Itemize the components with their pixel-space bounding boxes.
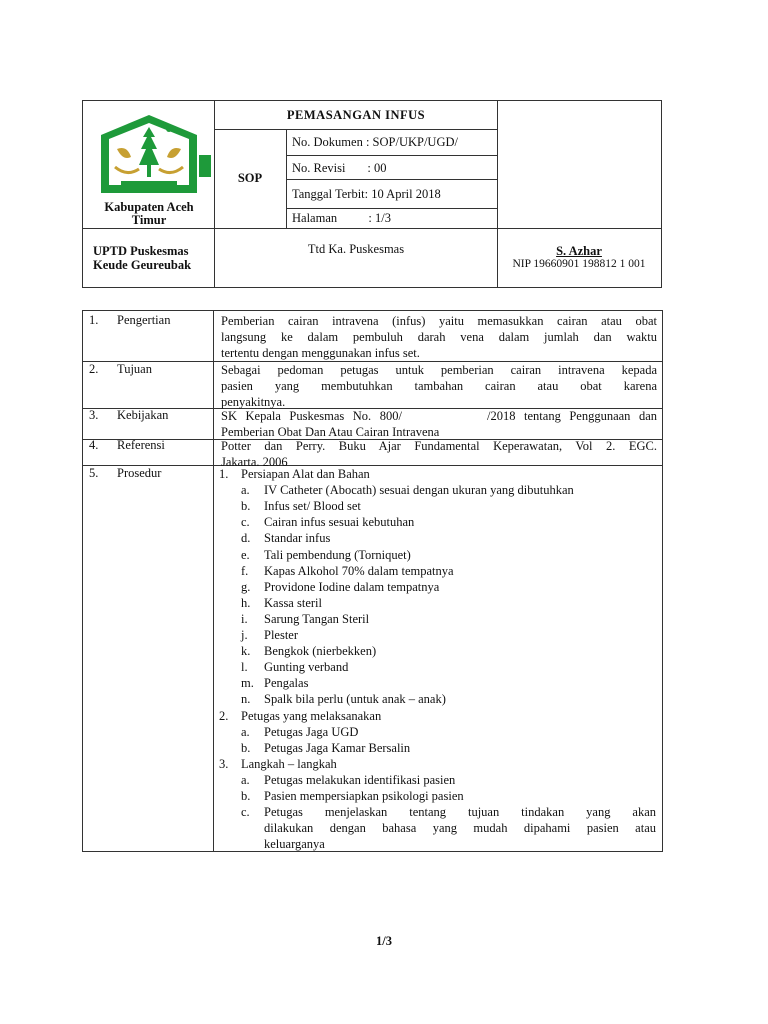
row-label: Prosedur	[117, 466, 162, 480]
list-item: Petugas Jaga UGD	[264, 724, 359, 739]
list-item-marker: l.	[241, 660, 248, 675]
sop-cell	[214, 129, 287, 229]
list-item: Tali pembendung (Torniquet)	[264, 547, 411, 562]
list-item: Sarung Tangan Steril	[264, 611, 370, 626]
doc-number-cell	[286, 129, 498, 156]
list-item: Pasien mempersiapkan psikologi pasien	[264, 789, 464, 803]
list-item-marker: i.	[241, 611, 248, 626]
revision-cell	[286, 155, 498, 180]
list-item: Pengalas	[264, 676, 309, 691]
empty-cell	[497, 101, 661, 229]
issue-date: Tanggal Terbit: 10 April 2018	[292, 187, 441, 201]
row-label: Tujuan	[117, 362, 152, 376]
title-cell	[214, 101, 498, 130]
list-item-marker: f.	[241, 563, 249, 578]
doc-number: No. Dokumen : SOP/UKP/UGD/	[292, 135, 458, 149]
list-item-continuation: keluarganya	[264, 837, 325, 852]
signature-label: Ttd Ka. Puskesmas	[307, 242, 405, 256]
list-item-marker: a.	[241, 772, 250, 787]
section-title: Petugas yang melaksanakan	[241, 708, 382, 723]
unit-name-line2: Keude Geureubak	[93, 258, 192, 272]
section-number: 1.	[219, 467, 229, 481]
region-name-line2: Timur	[131, 213, 167, 227]
list-item: Kapas Alkohol 70% dalam tempatnya	[264, 563, 454, 578]
list-item-marker: d.	[241, 531, 251, 546]
list-item-marker: n.	[241, 692, 251, 707]
list-item: Cairan infus sesuai kebutuhan	[264, 515, 415, 530]
unit-cell	[83, 228, 215, 287]
table-row: 5. Prosedur 1. Persiapan Alat dan Bahan a. IV Catheter (Abocath) sesuai dengan ukuran yang dibutuhkan b. Infus set/ Blood set c. Cairan infus sesuai kebutuhan d. Standar infus e. Tali pembendung (Torniquet) f. Kapas Alkohol 70% dalam tempatnya g. Providone Iodine dalam tempatnya h. Kassa steril i. Sarung Tangan Steril j. Plester k. Bengkok (nierbekken) l. Gunting verband m. Pengalas n. Spalk bila perlu (untuk anak – anak) 2. Petugas yang melaksanakan a. Petugas Jaga UGD b. Petugas Jaga Kamar Bersalin 3. Langkah – langkah a. Petugas melakukan identifikasi pasien b. Pasien mempersiapkan psikologi pasien c. Petugas menjelaskan tentang tujuan tindakan yang akan dilakukan dengan bahasa yang mudah dipahami pasien atau keluarganya	[89, 466, 656, 852]
list-item-marker: m.	[241, 676, 254, 691]
section-number: 3.	[219, 756, 229, 771]
list-item: Petugas melakukan identifikasi pasien	[264, 772, 456, 787]
logo-cell	[83, 101, 215, 229]
procedure-table	[82, 310, 663, 852]
row-text-line: penyakitnya.	[221, 395, 286, 409]
row-text-line: Potter dan Perry. Buku Ajar Fundamental Keperawatan, Vol 2. EGC.	[221, 439, 657, 453]
signer-nip: NIP 19660901 198812 1 001	[512, 258, 646, 270]
list-item-marker: k.	[241, 644, 251, 659]
revision-number: No. Revisi : 00	[292, 161, 387, 175]
sop-label: SOP	[237, 171, 263, 185]
row-text-line: langsung ke dalam pembuluh darah vena dalam jumlah dan waktu	[221, 330, 657, 344]
row-text-line: tertentu dengan menggunakan infus set.	[221, 346, 420, 360]
signer-name: S. Azhar	[556, 244, 602, 258]
date-cell	[286, 179, 498, 209]
document-title: PEMASANGAN INFUS	[286, 108, 426, 122]
list-item: Providone Iodine dalam tempatnya	[264, 579, 440, 594]
list-item: Bengkok (nierbekken)	[264, 644, 377, 659]
list-item-marker: a.	[241, 724, 250, 739]
table-row: 3. Kebijakan SK Kepala Puskesmas No. 800/ /2018 tentang Penggunaan dan Pemberian Obat Dan Atau Cairan Intravena	[83, 409, 662, 440]
section-number: 2.	[219, 708, 229, 723]
list-item-marker: e.	[241, 547, 250, 562]
signer-cell	[497, 228, 661, 287]
row-label: Pengertian	[117, 313, 171, 327]
table-row: 2. Tujuan Sebagai pedoman petugas untuk pemberian cairan intravena kepada pasien yang membutuhkan tambahan cairan atau obat karena penyakitnya.	[83, 362, 662, 409]
list-item: Infus set/ Blood set	[264, 499, 361, 514]
list-item: Standar infus	[264, 531, 331, 546]
row-text-line: SK Kepala Puskesmas No. 800/ /2018 tentang Penggunaan dan	[221, 409, 657, 423]
list-item-marker: b.	[241, 499, 251, 514]
row-text-line: pasien yang membutuhkan tambahan cairan atau obat karena	[221, 379, 657, 393]
aceh-timur-logo-icon	[87, 105, 211, 205]
section-title: Langkah – langkah	[241, 756, 337, 771]
row-label: Kebijakan	[117, 408, 169, 422]
table-row: 1. Pengertian Pemberian cairan intravena (infus) yaitu memasukkan cairan atau obat langsung ke dalam pembuluh darah vena dalam jumlah dan waktu tertentu dengan menggunakan infus set.	[83, 311, 662, 362]
list-item: IV Catheter (Abocath) sesuai dengan ukuran yang dibutuhkan	[264, 483, 574, 498]
list-item-marker: c.	[241, 805, 250, 820]
list-item: Kassa steril	[264, 595, 322, 610]
page-cell	[286, 208, 498, 229]
page-info: Halaman : 1/3	[292, 211, 391, 225]
list-item-marker: b.	[241, 789, 251, 803]
header-table	[82, 100, 662, 288]
list-item-marker: h.	[241, 595, 251, 610]
region-name-line1: Kabupaten Aceh	[104, 200, 194, 214]
list-item-continuation: dilakukan dengan bahasa yang mudah dipahami pasien atau	[264, 821, 656, 836]
list-item: Spalk bila perlu (untuk anak – anak)	[264, 692, 446, 707]
list-item: Plester	[264, 628, 299, 642]
row-label: Referensi	[117, 438, 165, 452]
list-item-marker: j.	[241, 628, 248, 642]
list-item: Petugas menjelaskan tentang tujuan tindakan yang akan	[264, 805, 656, 820]
unit-name-line1: UPTD Puskesmas	[93, 244, 189, 258]
row-text-line: Pemberian cairan intravena (infus) yaitu memasukkan cairan atau obat	[221, 314, 657, 328]
list-item: Gunting verband	[264, 660, 349, 675]
section-title: Persiapan Alat dan Bahan	[241, 467, 370, 481]
list-item-marker: a.	[241, 483, 250, 498]
list-item-marker: c.	[241, 515, 250, 530]
list-item-marker: b.	[241, 740, 251, 755]
list-item: Petugas Jaga Kamar Bersalin	[264, 740, 411, 755]
row-text-line: Pemberian Obat Dan Atau Cairan Intravena	[221, 425, 440, 439]
row-text-line: Sebagai pedoman petugas untuk pemberian cairan intravena kepada	[221, 363, 657, 377]
signature-cell	[214, 228, 498, 287]
page-number: 1/3	[376, 934, 392, 948]
list-item-marker: g.	[241, 579, 251, 594]
table-row: 4. Referensi Potter dan Perry. Buku Ajar Fundamental Keperawatan, Vol 2. EGC. Jakarta. 2006	[83, 440, 662, 466]
row-text-line: Jakarta. 2006	[221, 455, 288, 469]
